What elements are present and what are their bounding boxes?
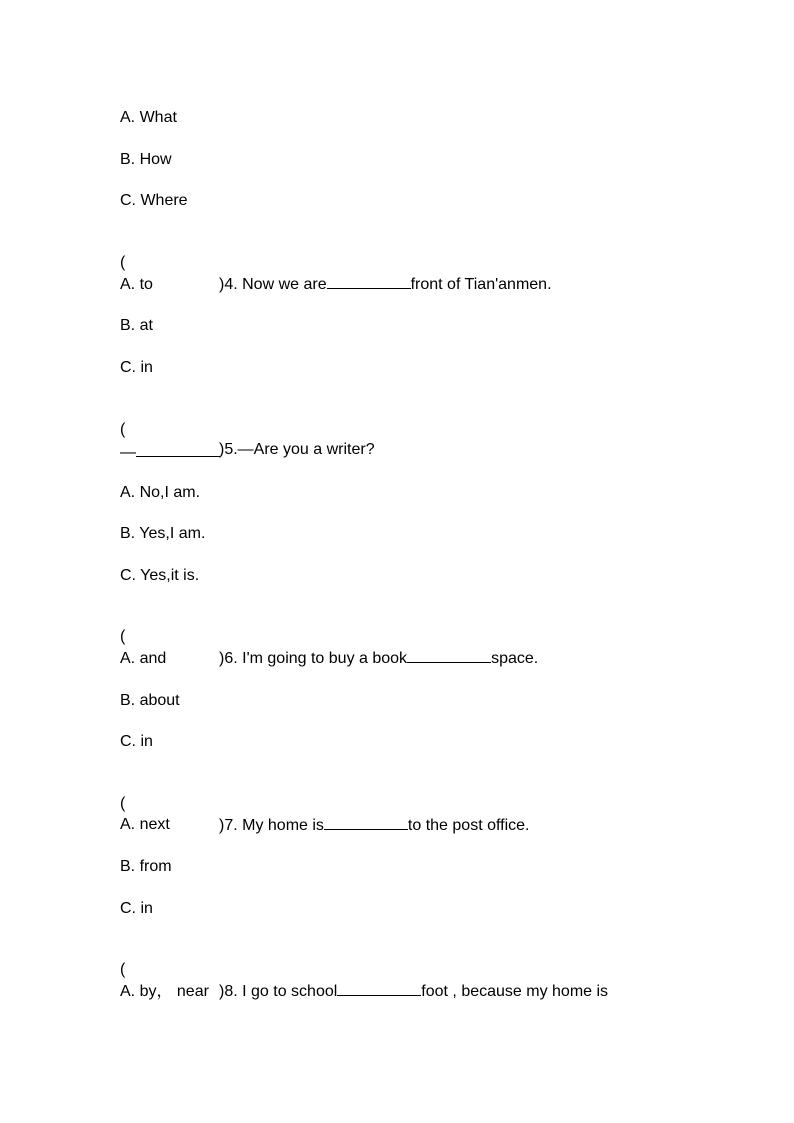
question-6 — [0, 607, 794, 687]
option-q7-b: B. from — [120, 858, 172, 875]
answer-paren-open: ( — [120, 421, 126, 438]
question-7-text — [219, 814, 529, 836]
option-q6-c: C. in — [120, 733, 153, 750]
question-5-text: )5.—Are you a writer? — [219, 441, 375, 458]
option-q5-a: A. No,I am. — [120, 484, 201, 501]
option-q3-a: A. What — [120, 109, 177, 126]
option-q5-c: C. Yes,it is. — [120, 567, 200, 584]
option-q4-b: B. at — [120, 317, 153, 334]
question-4-text — [219, 273, 552, 295]
question-8-lead: )8. I go to school — [219, 983, 338, 1000]
question-7-tail: to the post office. — [407, 817, 530, 834]
answer-paren-open: ( — [120, 795, 126, 812]
blank-line — [407, 647, 491, 663]
question-7 — [0, 774, 794, 854]
option-q5-b: B. Yes,I am. — [120, 525, 206, 542]
question-8-tail: foot , because my home is — [421, 983, 609, 1000]
option-q7-c: C. in — [120, 900, 153, 917]
option-q4-a: A. to — [120, 276, 153, 293]
question-7-lead: )7. My home is — [219, 817, 324, 834]
answer-paren-open: ( — [120, 628, 126, 645]
option-q6-a: A. and — [120, 650, 167, 667]
blank-line — [324, 814, 408, 830]
question-8-text — [219, 980, 608, 1002]
option-q6-b: B. about — [120, 692, 180, 709]
answer-paren-open: ( — [120, 961, 126, 978]
blank-line — [136, 441, 220, 457]
question-5 — [0, 400, 794, 480]
question-6-lead: )6. I'm going to buy a book — [219, 650, 408, 667]
question-5-answer-line — [120, 441, 220, 463]
question-6-tail: space. — [491, 650, 539, 667]
answer-dash: — — [120, 444, 136, 461]
option-q4-c: C. in — [120, 359, 153, 376]
option-q8-a: A. by， near — [120, 983, 209, 1000]
option-q7-a: A. next — [120, 816, 170, 833]
question-4-tail: front of Tian'anmen. — [410, 276, 552, 293]
question-8 — [0, 940, 794, 1020]
answer-paren-open: ( — [120, 254, 126, 271]
question-4 — [0, 233, 794, 313]
option-q3-b: B. How — [120, 151, 172, 168]
question-6-text — [219, 647, 538, 669]
question-4-lead: )4. Now we are — [219, 276, 327, 293]
blank-line — [337, 980, 421, 996]
blank-line — [327, 273, 411, 289]
option-q3-c: C. Where — [120, 192, 188, 209]
